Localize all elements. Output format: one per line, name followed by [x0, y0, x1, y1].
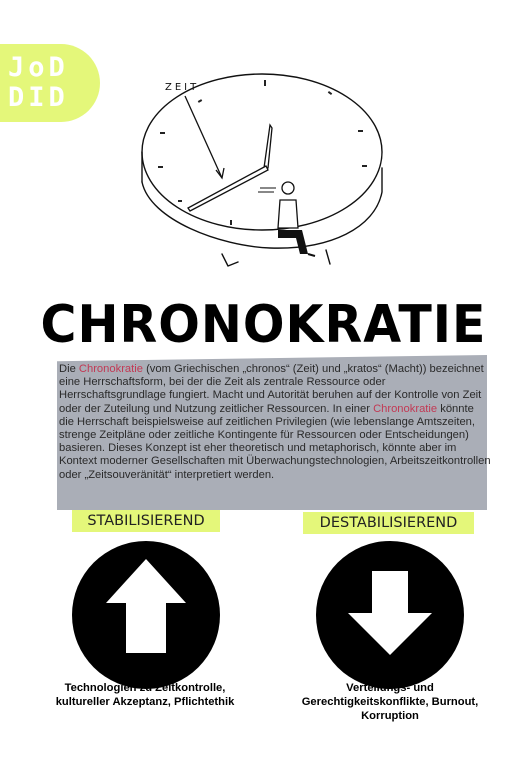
description-part: (vom Griechischen „chronos“ (Zeit) und „kratos“ (Macht)) bezeichnet eine Herrschaftsform, bei der die Zeit als zentrale Ressource oder Herrschaftsgrundlage fungiert. Macht und Autorität beruhen auf der Kontrolle von Zeit oder der Zuteilung und Nutzung zeitlicher Ressourcen. In einer [59, 363, 484, 415]
arrow-up-icon [72, 541, 220, 689]
stabilizing-label: STABILISIEREND [72, 510, 220, 532]
logo-line-1: JoD [8, 52, 69, 83]
destabilizing-caption [280, 681, 500, 723]
seated-person [258, 182, 315, 256]
term-highlight: Chronokratie [373, 402, 438, 415]
caption-line: kultureller Akzeptanz, Pflichtethik [55, 696, 235, 708]
destabilizing-label: DESTABILISIEREND [303, 512, 474, 534]
description-part: könnte die Herrschaft beispielsweise auf zeitlichen Privilegien (wie lebenslange Amtszeiten, strenge Zeitpläne oder zeitliche Kontingente für Ressourcen oder Entscheidungen) basieren. Dieses Konzept ist eher theoretisch und metaphorisch, könnte aber im Kontext moderner Gesellschaften mit Überwachungstechnologien, Arbeitszeitkontrollen oder „Zeitsouveränität“ interpretiert werden. [59, 402, 491, 481]
caption-line: Gerechtigkeitskonflikte, Burnout, [301, 696, 479, 708]
description-part: Die [59, 363, 79, 375]
clock-hour-hand [188, 166, 268, 211]
clock-ticks [158, 80, 367, 225]
page-title: CHRONOKRATIE [40, 294, 487, 355]
description-text [59, 363, 491, 482]
caption-line: Technologien zu Zeitkontrolle, [64, 682, 226, 694]
annotation-label: ZEIT [165, 82, 200, 93]
annotation-arrow [185, 96, 222, 178]
logo [0, 44, 100, 122]
clock-hands [188, 125, 272, 211]
clock-minute-hand [264, 125, 272, 168]
caption-line: Korruption [361, 710, 419, 722]
destabilizing-circle [316, 541, 464, 689]
stabilizing-caption [30, 681, 260, 709]
clock-foot-right [326, 250, 330, 264]
logo-line-2: DID [8, 82, 69, 113]
clock-face [142, 74, 382, 230]
clock-illustration [130, 70, 400, 280]
term-highlight: Chronokratie [78, 363, 143, 375]
stabilizing-circle [72, 541, 220, 689]
caption-line: Verteilungs- und [346, 682, 434, 694]
arrow-down-icon [316, 541, 464, 689]
clock-foot [222, 254, 238, 266]
